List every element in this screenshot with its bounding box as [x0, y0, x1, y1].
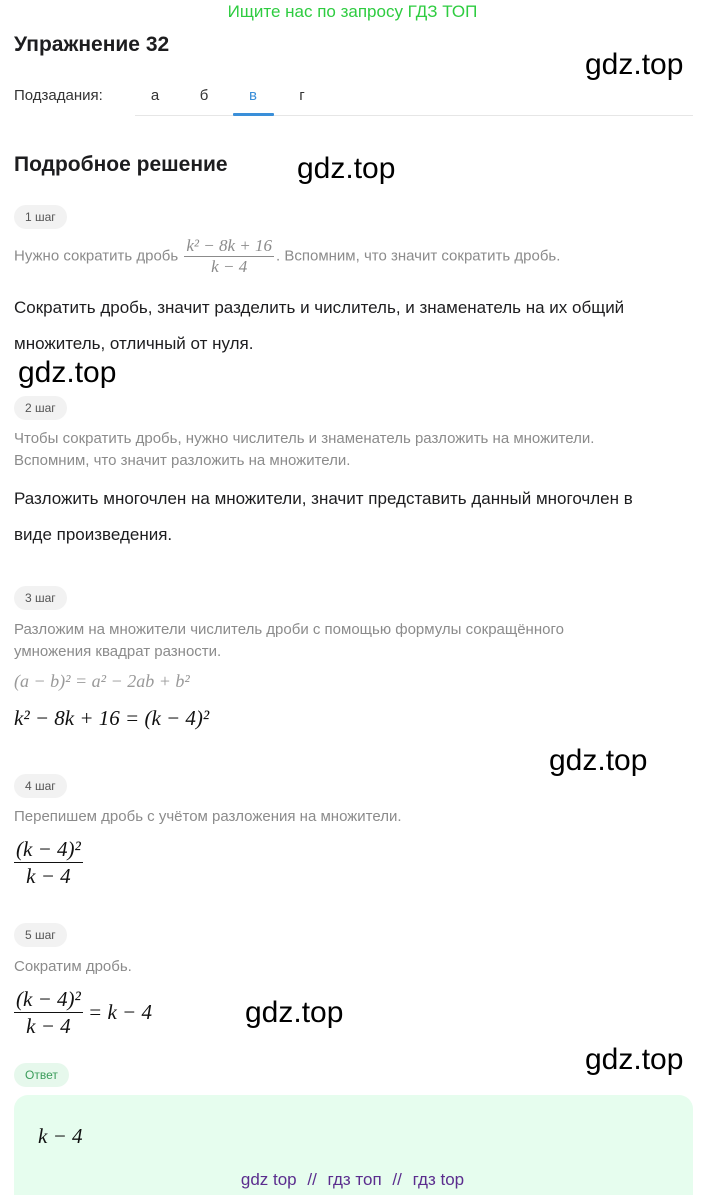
- fraction-denominator: k − 4: [14, 862, 83, 889]
- fraction-numerator: k² − 8k + 16: [186, 236, 273, 255]
- step-text: Разложим на множители числитель дроби с помощью формулы сокращённого: [14, 621, 564, 638]
- fraction-denominator: k − 4: [14, 1012, 83, 1039]
- active-tab-indicator: [233, 113, 274, 116]
- fraction: [14, 986, 83, 1039]
- step-text: Чтобы сократить дробь, нужно числитель и знаменатель разложить на множители.: [14, 430, 595, 447]
- step-text: Перепишем дробь с учётом разложения на множители.: [14, 808, 402, 825]
- step-text-after: . Вспомним, что значит сократить дробь.: [276, 247, 561, 265]
- step-text: умножения квадрат разности.: [14, 643, 222, 660]
- factorization-result: k² − 8k + 16 = (k − 4)²: [14, 706, 210, 730]
- fraction: [184, 236, 274, 277]
- footer-links: [0, 1170, 705, 1190]
- footer-link[interactable]: гдз топ: [327, 1170, 382, 1189]
- page-title: Упражнение 32: [14, 33, 170, 56]
- definition-line: Разложить многочлен на множители, значит представить данный многочлен в: [14, 489, 633, 508]
- step-badge: 2 шаг: [14, 396, 67, 420]
- step-text: Вспомним, что значит разложить на множители.: [14, 452, 351, 469]
- footer-separator: //: [392, 1170, 402, 1189]
- definition-line: Сократить дробь, значит разделить и числитель, и знаменатель на их общий: [14, 298, 625, 317]
- definition-line: множитель, отличный от нуля.: [14, 334, 254, 353]
- step-badge: 3 шаг: [14, 586, 67, 610]
- footer-link[interactable]: гдз top: [412, 1170, 465, 1189]
- formula-square-difference: (a − b)² = a² − 2ab + b²: [14, 671, 190, 691]
- tab-g[interactable]: г: [299, 87, 305, 104]
- fraction-numerator: (k − 4)²: [16, 987, 81, 1011]
- tab-b[interactable]: б: [199, 87, 209, 104]
- subtasks-label: Подзадания:: [14, 87, 103, 104]
- solution-heading: Подробное решение: [14, 153, 228, 176]
- watermark: gdz.top: [549, 744, 648, 777]
- fraction-denominator: k − 4: [184, 256, 274, 277]
- step-text: [14, 236, 560, 277]
- answer-value: k − 4: [38, 1124, 83, 1148]
- watermark: gdz.top: [245, 996, 344, 1029]
- step-badge: 5 шаг: [14, 923, 67, 947]
- reduced-expression: [14, 986, 152, 1039]
- watermark: gdz.top: [585, 1043, 684, 1076]
- step-text: Сократим дробь.: [14, 958, 132, 975]
- step-badge: 4 шаг: [14, 774, 67, 798]
- answer-badge: Ответ: [14, 1063, 69, 1087]
- definition-line: виде произведения.: [14, 525, 173, 544]
- watermark: gdz.top: [18, 356, 117, 389]
- tab-a[interactable]: а: [150, 87, 160, 104]
- tab-v[interactable]: в: [249, 87, 257, 104]
- reduction-result: = k − 4: [88, 1000, 152, 1024]
- watermark: gdz.top: [297, 152, 396, 185]
- step-badge: 1 шаг: [14, 205, 67, 229]
- step-text-before: Нужно сократить дробь: [14, 247, 179, 265]
- search-banner: Ищите нас по запросу ГДЗ ТОП: [227, 2, 478, 21]
- fraction-numerator: (k − 4)²: [16, 837, 81, 861]
- tabs-divider: [135, 115, 693, 116]
- fraction: [14, 836, 83, 889]
- footer-separator: //: [307, 1170, 317, 1189]
- footer-link[interactable]: gdz top: [240, 1170, 297, 1189]
- watermark: gdz.top: [585, 48, 684, 81]
